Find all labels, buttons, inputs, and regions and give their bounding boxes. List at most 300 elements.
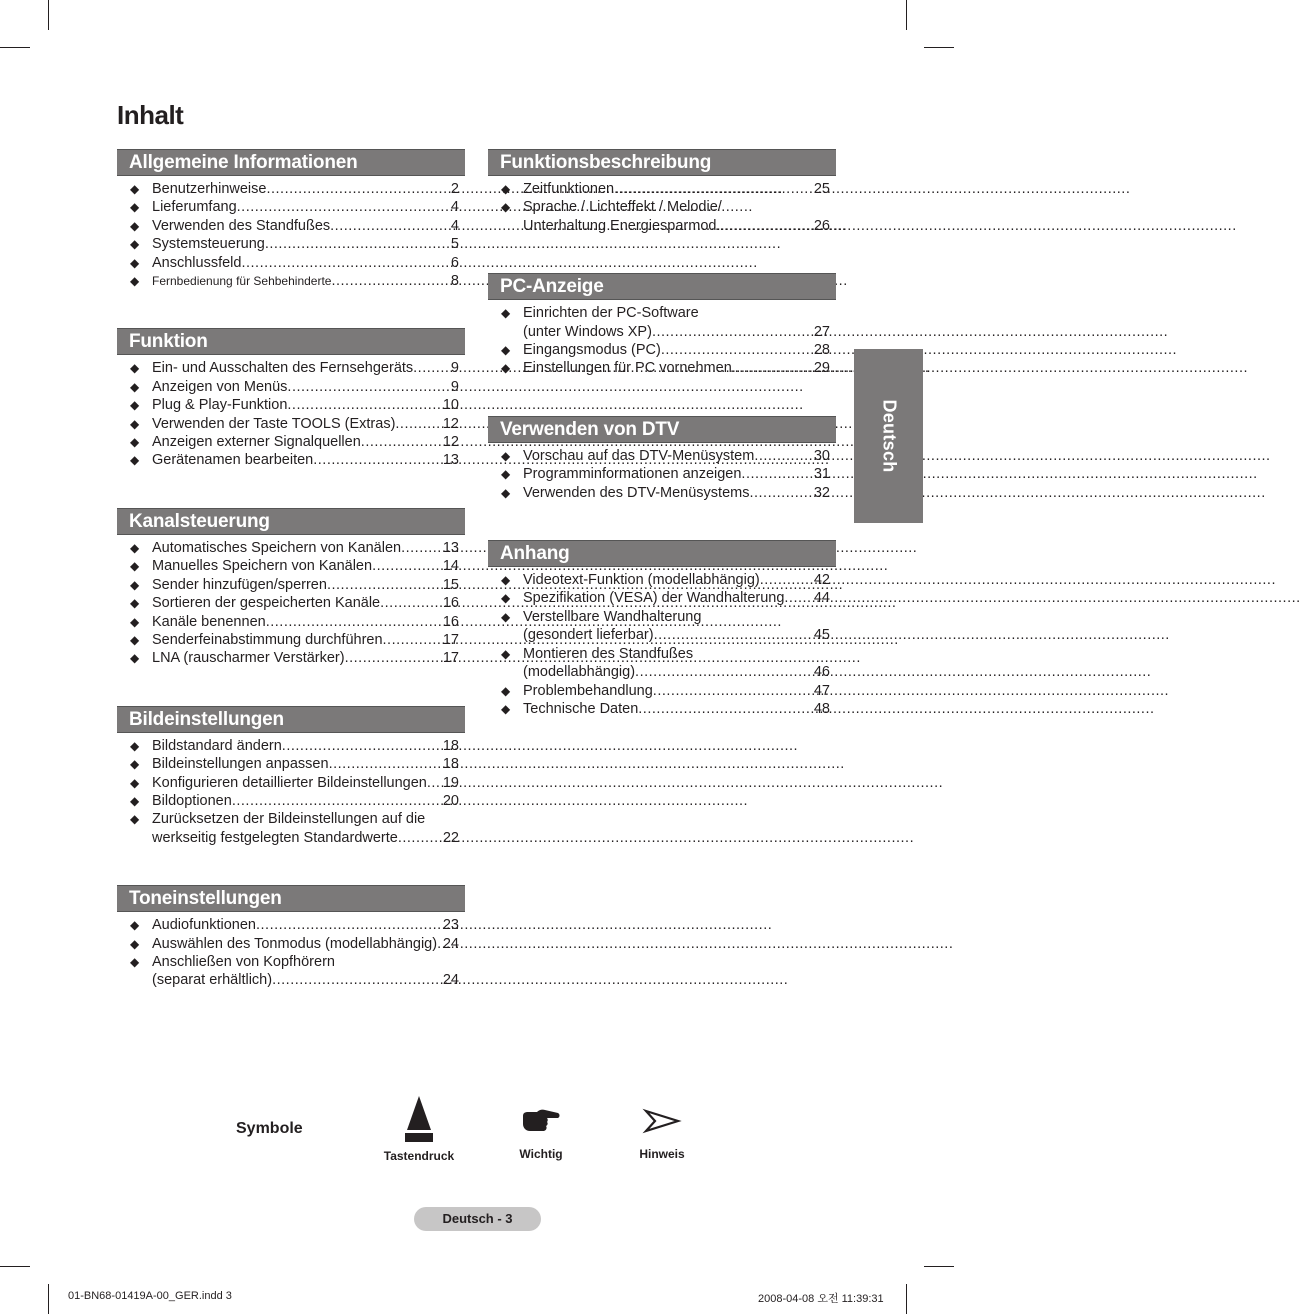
- toc-entry-body: [152, 755, 465, 773]
- dot-leader: [614, 180, 813, 198]
- toc-entry-text: Videotext-Funktion (modellabhängig): [523, 572, 760, 589]
- toc-entry-text: (separat erhältlich): [152, 972, 273, 989]
- toc-entry-line: [152, 235, 459, 253]
- toc-section: [488, 416, 836, 502]
- dot-leader: [654, 626, 813, 644]
- toc-page-number: 19: [442, 774, 459, 791]
- toc-entry: [130, 557, 465, 575]
- toc-entry-body: [152, 916, 465, 934]
- toc-entry-text: (unter Windows XP): [523, 323, 652, 340]
- toc-entry-list: [117, 539, 465, 668]
- diamond-bullet-icon: ◆: [130, 453, 140, 468]
- diamond-bullet-icon: ◆: [130, 918, 140, 933]
- toc-entry-line: [152, 576, 459, 594]
- toc-entry-body: [523, 645, 836, 682]
- toc-entry-text: Verstellbare Wandhalterung: [523, 608, 702, 625]
- diamond-bullet-icon: ◆: [130, 614, 140, 629]
- toc-entry-body: [152, 433, 465, 451]
- dot-leader: [372, 557, 442, 575]
- toc-page-number: 17: [442, 650, 459, 667]
- dot-leader: [635, 663, 813, 681]
- toc-entry-text: Spezifikation (VESA) der Wandhalterung: [523, 590, 785, 607]
- toc-entry-text: Problembehandlung: [523, 682, 653, 699]
- dot-leader: [398, 829, 442, 847]
- dot-leader: [272, 971, 442, 989]
- crop-mark: [0, 47, 30, 48]
- diamond-bullet-icon: ◆: [130, 398, 140, 413]
- toc-page-number: 4: [450, 199, 459, 216]
- dot-leader: [266, 180, 449, 198]
- toc-entry: [130, 235, 465, 253]
- toc-page-number: 12: [442, 415, 459, 432]
- diamond-bullet-icon: ◆: [501, 683, 511, 698]
- toc-entry: [130, 378, 465, 396]
- crop-mark: [48, 0, 49, 30]
- toc-entry-line: [152, 451, 459, 469]
- toc-page-number: 9: [450, 360, 459, 377]
- toc-section: [488, 540, 836, 718]
- section-header: Kanalsteuerung: [117, 508, 465, 535]
- toc-entry: [501, 608, 836, 645]
- diamond-bullet-icon: ◆: [130, 274, 140, 289]
- toc-entry-line: [523, 626, 830, 644]
- crop-mark: [906, 0, 907, 30]
- diamond-bullet-icon: ◆: [501, 485, 511, 500]
- toc-entry-body: [152, 217, 465, 235]
- toc-entry-body: [152, 613, 465, 631]
- toc-entry-text: Benutzerhinweise: [152, 181, 267, 197]
- toc-page-number: 45: [813, 627, 830, 644]
- toc-entry-line: [523, 198, 830, 216]
- press-button-triangle-icon: [403, 1094, 435, 1144]
- toc-entry-body: [523, 484, 836, 502]
- toc-entry-line: [152, 378, 459, 396]
- dot-leader: [653, 682, 813, 700]
- toc-entry-text: Systemsteuerung: [152, 236, 265, 253]
- diamond-bullet-icon: ◆: [130, 559, 140, 574]
- toc-entry-line: [152, 594, 459, 612]
- toc-entry: [130, 180, 465, 198]
- toc-entry-line: [152, 415, 459, 433]
- toc-entry-text: Anschlussfeld: [152, 254, 242, 271]
- toc-entry-text: Bildeinstellungen anpassen: [152, 756, 329, 773]
- toc-entry-text: Unterhaltung Energiesparmod.: [523, 217, 721, 234]
- toc-entry-text: Audiofunktionen: [152, 917, 256, 934]
- dot-leader: [232, 792, 442, 810]
- toc-entry-text: Eingangsmodus (PC): [523, 342, 661, 359]
- toc-entry-body: [152, 539, 465, 557]
- toc-entry-line: [523, 484, 830, 502]
- toc-entry: [501, 180, 836, 198]
- toc-entry: [130, 953, 465, 990]
- toc-entry-line: [152, 971, 459, 989]
- toc-entry-line: [523, 323, 830, 341]
- toc-page-number: 30: [813, 447, 830, 464]
- toc-entry-list: [117, 737, 465, 847]
- toc-entry-text: Vorschau auf das DTV-Menüsystem: [523, 447, 755, 464]
- toc-entry-body: [152, 557, 465, 575]
- toc-entry: [501, 447, 836, 465]
- toc-entry-line: [152, 792, 459, 810]
- toc-entry: [130, 254, 465, 272]
- dot-leader: [741, 465, 812, 483]
- toc-entry-line: [523, 682, 830, 700]
- toc-entry-line: [523, 359, 830, 377]
- toc-page-number: 18: [442, 756, 459, 773]
- dot-leader: [383, 631, 442, 649]
- dot-leader: [282, 737, 442, 755]
- toc-entry-body: [523, 465, 836, 483]
- toc-page-number: 29: [813, 360, 830, 377]
- toc-entry: [130, 415, 465, 433]
- toc-entry-body: [523, 180, 836, 198]
- toc-entry-body: [152, 631, 465, 649]
- dot-leader: [256, 916, 442, 934]
- dot-leader: [413, 359, 450, 377]
- toc-entry-line: [152, 916, 459, 934]
- symbol-caption: Tastendruck: [383, 1149, 455, 1163]
- toc-entry-text: Sprache / Lichteffekt / Melodie/: [523, 199, 722, 216]
- diamond-bullet-icon: ◆: [130, 435, 140, 450]
- section-header: Toneinstellungen: [117, 885, 465, 912]
- diamond-bullet-icon: ◆: [130, 812, 140, 827]
- toc-section: [117, 885, 465, 990]
- toc-entry-text: Bildstandard ändern: [152, 737, 282, 754]
- toc-entry: [130, 433, 465, 451]
- toc-page-number: 26: [813, 217, 830, 234]
- diamond-bullet-icon: ◆: [130, 379, 140, 394]
- toc-section: [488, 273, 836, 378]
- symbols-label: Symbole: [236, 1120, 303, 1137]
- diamond-bullet-icon: ◆: [130, 361, 140, 376]
- toc-entry: [501, 700, 836, 718]
- symbol-caption: Hinweis: [639, 1147, 685, 1161]
- toc-entry-body: [152, 810, 465, 847]
- toc-entry-line: [152, 433, 459, 451]
- dot-leader: [327, 576, 442, 594]
- toc-entry-line: [152, 539, 459, 557]
- toc-right-column: [488, 149, 836, 756]
- toc-entry-text: Bildoptionen: [152, 792, 232, 809]
- toc-entry-body: [152, 235, 465, 253]
- toc-entry-line: [523, 700, 830, 718]
- toc-entry-body: [523, 682, 836, 700]
- toc-entry-line: [152, 935, 459, 953]
- toc-entry-line: [523, 571, 830, 589]
- toc-entry-text: LNA (rauscharmer Verstärker): [152, 650, 345, 667]
- section-header: Funktionsbeschreibung: [488, 149, 836, 176]
- toc-entry-line: [152, 396, 459, 414]
- toc-page-number: 32: [813, 484, 830, 501]
- toc-page-number: 14: [442, 558, 459, 575]
- toc-page-number: 5: [450, 236, 459, 253]
- footer-timestamp: 2008-04-08 오전 11:39:31: [758, 1293, 884, 1305]
- toc-entry: [130, 774, 465, 792]
- toc-entry-line: [523, 645, 830, 663]
- toc-entry: [130, 613, 465, 631]
- toc-entry-line: [523, 217, 830, 235]
- toc-entry-text: Lieferumfang: [152, 199, 237, 216]
- toc-page-number: 31: [813, 466, 830, 483]
- diamond-bullet-icon: ◆: [130, 416, 140, 431]
- toc-entry-text: Auswählen des Tonmodus (modellabhängig): [152, 935, 438, 952]
- toc-entry-body: [152, 649, 465, 667]
- toc-entry-text: Senderfeinabstimmung durchführen: [152, 631, 383, 648]
- diamond-bullet-icon: ◆: [130, 182, 140, 196]
- toc-entry: [501, 484, 836, 502]
- toc-entry-text: (modellabhängig): [523, 664, 636, 681]
- toc-entry-line: [152, 359, 459, 377]
- page-title: Inhalt: [117, 100, 184, 130]
- toc-entry: [130, 396, 465, 414]
- toc-page-number: 13: [442, 539, 459, 556]
- dot-leader: [427, 774, 442, 792]
- toc-entry: [501, 341, 836, 359]
- toc-entry-list: [488, 180, 836, 235]
- toc-entry-text: Zurücksetzen der Bildeinstellungen auf die: [152, 811, 426, 828]
- toc-entry-text: Verwenden des Standfußes: [152, 217, 331, 234]
- toc-entry-body: [152, 953, 465, 990]
- toc-page-number: 24: [442, 935, 459, 952]
- dot-leader: [331, 272, 449, 290]
- diamond-bullet-icon: ◆: [501, 200, 511, 215]
- toc-entry: [130, 539, 465, 557]
- toc-entry-list: [488, 304, 836, 378]
- diamond-bullet-icon: ◆: [501, 343, 511, 358]
- dot-leader: [395, 415, 441, 433]
- diamond-bullet-icon: ◆: [501, 306, 511, 321]
- toc-entry: [130, 594, 465, 612]
- toc-entry: [501, 465, 836, 483]
- toc-entry: [130, 576, 465, 594]
- toc-entry-text: Technische Daten: [523, 700, 639, 717]
- toc-entry-line: [152, 272, 459, 290]
- section-header: Anhang: [488, 540, 836, 567]
- section-header: PC-Anzeige: [488, 273, 836, 300]
- toc-entry-line: [152, 649, 459, 667]
- toc-entry: [130, 792, 465, 810]
- dot-leader: [345, 649, 442, 667]
- toc-entry-body: [152, 576, 465, 594]
- toc-entry: [130, 935, 465, 953]
- toc-entry-list: [488, 447, 836, 502]
- toc-page-number: 48: [813, 700, 830, 717]
- toc-entry-body: [152, 254, 465, 272]
- crop-mark: [0, 1266, 30, 1267]
- symbol-wichtig: [500, 1106, 582, 1161]
- toc-entry-body: [152, 272, 465, 290]
- toc-entry-text: Sender hinzufügen/sperren: [152, 576, 327, 593]
- toc-page-number: 16: [442, 595, 459, 612]
- toc-page-number: 47: [813, 682, 830, 699]
- toc-page-number: 8: [450, 273, 459, 290]
- toc-page-number: 13: [442, 452, 459, 469]
- crop-mark: [906, 1284, 907, 1314]
- toc-entry-body: [152, 378, 465, 396]
- diamond-bullet-icon: ◆: [501, 361, 511, 376]
- toc-entry-text: Montieren des Standfußes: [523, 645, 694, 662]
- dot-leader: [361, 433, 442, 451]
- toc-entry: [130, 755, 465, 773]
- toc-entry: [130, 916, 465, 934]
- toc-entry-body: [152, 792, 465, 810]
- toc-entry-line: [523, 341, 830, 359]
- toc-entry-body: [523, 589, 836, 607]
- toc-section: [117, 328, 465, 469]
- toc-section: [488, 149, 836, 235]
- toc-entry-text: Manuelles Speichern von Kanälen: [152, 558, 373, 575]
- dot-leader: [241, 254, 449, 272]
- toc-entry: [130, 810, 465, 847]
- diamond-bullet-icon: ◆: [130, 540, 140, 555]
- toc-entry-body: [152, 451, 465, 469]
- symbol-caption: Wichtig: [519, 1147, 563, 1161]
- dot-leader: [287, 396, 441, 414]
- toc-entry-body: [523, 608, 836, 645]
- toc-entry: [130, 451, 465, 469]
- toc-entry-body: [152, 359, 465, 377]
- toc-entry-list: [488, 571, 836, 718]
- dot-leader: [784, 589, 812, 607]
- toc-entry: [130, 198, 465, 216]
- dot-leader: [652, 323, 813, 341]
- dot-leader: [330, 217, 450, 235]
- toc-entry-line: [152, 774, 459, 792]
- toc-entry: [501, 645, 836, 682]
- diamond-bullet-icon: ◆: [130, 738, 140, 753]
- toc-section: [117, 149, 465, 290]
- toc-entry-body: [152, 180, 465, 198]
- toc-entry-line: [152, 631, 459, 649]
- arrow-pointer-icon: [642, 1106, 682, 1136]
- dot-leader: [265, 235, 450, 253]
- toc-page-number: 18: [442, 737, 459, 754]
- toc-entry-text: Verwenden der Taste TOOLS (Extras): [152, 415, 396, 432]
- toc-entry-body: [152, 935, 465, 953]
- toc-page-number: 4: [450, 217, 459, 234]
- toc-entry-text: Kanäle benennen: [152, 613, 266, 630]
- toc-entry-line: [152, 198, 459, 216]
- toc-entry-text: Verwenden des DTV-Menüsystems: [523, 484, 750, 501]
- pointing-hand-icon: [521, 1106, 561, 1136]
- section-header: Funktion: [117, 328, 465, 355]
- toc-entry-text: Gerätenamen bearbeiten: [152, 452, 314, 469]
- symbol-hinweis: [621, 1106, 703, 1161]
- toc-entry-body: [523, 304, 836, 341]
- toc-page-number: 44: [813, 590, 830, 607]
- diamond-bullet-icon: ◆: [501, 182, 511, 196]
- diamond-bullet-icon: ◆: [501, 609, 511, 624]
- diamond-bullet-icon: ◆: [130, 200, 140, 215]
- toc-page-number: 12: [442, 434, 459, 451]
- toc-entry-line: [152, 953, 459, 971]
- toc-page-number: 6: [450, 254, 459, 271]
- toc-entry-list: [117, 180, 465, 290]
- diamond-bullet-icon: ◆: [130, 954, 140, 969]
- crop-mark: [48, 1284, 49, 1314]
- toc-entry-body: [152, 737, 465, 755]
- dot-leader: [638, 700, 813, 718]
- section-header: Verwenden von DTV: [488, 416, 836, 443]
- toc-entry-line: [152, 613, 459, 631]
- toc-entry: [130, 737, 465, 755]
- toc-entry-line: [523, 589, 830, 607]
- diamond-bullet-icon: ◆: [130, 793, 140, 808]
- toc-entry-line: [152, 755, 459, 773]
- toc-entry-line: [523, 180, 830, 198]
- language-side-tab-label: Deutsch: [879, 399, 899, 473]
- toc-entry-body: [523, 198, 836, 235]
- dot-leader: [760, 571, 813, 589]
- toc-left-column: [117, 149, 465, 1028]
- toc-entry-text: Anzeigen von Menüs: [152, 378, 288, 395]
- dot-leader: [313, 451, 442, 469]
- toc-entry: [501, 682, 836, 700]
- toc-entry: [501, 359, 836, 377]
- toc-entry-line: [523, 663, 830, 681]
- diamond-bullet-icon: ◆: [501, 701, 511, 716]
- diamond-bullet-icon: ◆: [130, 936, 140, 951]
- toc-page-number: 27: [813, 323, 830, 340]
- toc-entry-body: [152, 594, 465, 612]
- toc-page-number: 17: [442, 631, 459, 648]
- toc-entry-text: Automatisches Speichern von Kanälen: [152, 539, 402, 556]
- diamond-bullet-icon: ◆: [130, 775, 140, 790]
- toc-entry: [130, 272, 465, 290]
- toc-entry: [501, 198, 836, 235]
- toc-entry-text: Ein- und Ausschalten des Fernsehgeräts: [152, 360, 414, 377]
- toc-entry: [130, 649, 465, 667]
- toc-page-number: 24: [442, 972, 459, 989]
- toc-page-number: 10: [442, 397, 459, 414]
- diamond-bullet-icon: ◆: [130, 651, 140, 666]
- toc-entry-list: [117, 359, 465, 469]
- dot-leader: [329, 755, 442, 773]
- toc-entry-line: [152, 254, 459, 272]
- toc-entry: [130, 631, 465, 649]
- toc-entry-text: Programminformationen anzeigen: [523, 466, 742, 483]
- diamond-bullet-icon: ◆: [130, 577, 140, 592]
- toc-entry-line: [152, 829, 459, 847]
- toc-entry-text: Sortieren der gespeicherten Kanäle: [152, 595, 381, 612]
- footer-file-name: 01-BN68-01419A-00_GER.indd 3: [68, 1290, 232, 1302]
- toc-entry-text: Anzeigen externer Signalquellen: [152, 434, 361, 451]
- diamond-bullet-icon: ◆: [501, 467, 511, 482]
- section-header: Bildeinstellungen: [117, 706, 465, 733]
- toc-entry-text: Zeitfunktionen: [523, 181, 615, 197]
- dot-leader: [237, 198, 450, 216]
- toc-entry-line: [523, 304, 830, 322]
- toc-page-number: 9: [450, 378, 459, 395]
- toc-entry-text: werkseitig festgelegten Standardwerte: [152, 829, 398, 846]
- toc-entry: [130, 217, 465, 235]
- toc-entry: [501, 571, 836, 589]
- toc-entry: [130, 359, 465, 377]
- toc-entry-text: Anschließen von Kopfhörern: [152, 953, 335, 970]
- toc-page-number: 28: [813, 342, 830, 359]
- toc-entry-body: [523, 341, 836, 359]
- crop-mark: [924, 1266, 954, 1267]
- diamond-bullet-icon: ◆: [501, 646, 511, 661]
- toc-entry-body: [152, 415, 465, 433]
- toc-entry-body: [152, 396, 465, 414]
- toc-section: [117, 706, 465, 847]
- toc-entry-text: Fernbedienung für Sehbehinderte: [152, 274, 332, 289]
- toc-entry-text: (gesondert lieferbar): [523, 627, 654, 644]
- toc-page-number: 23: [442, 917, 459, 934]
- toc-entry-body: [523, 700, 836, 718]
- toc-entry-body: [523, 359, 836, 377]
